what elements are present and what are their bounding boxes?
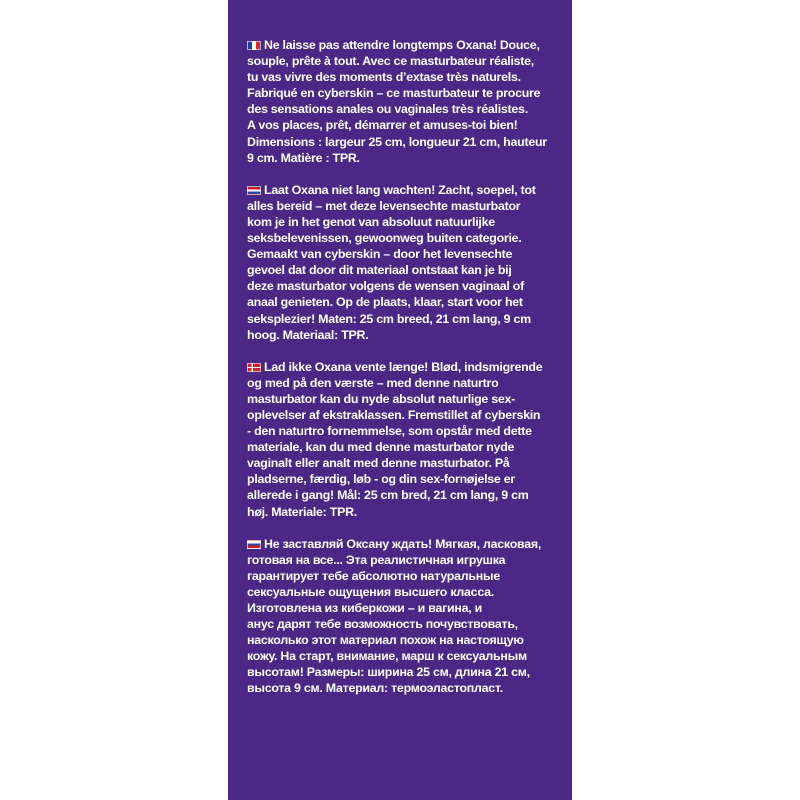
russia-flag-icon [247,540,261,549]
description-text-french [247,37,554,166]
description-block-danish [247,359,554,520]
description-block-french [247,37,554,166]
description-block-russian [247,536,554,697]
description-text-russian [247,536,554,697]
description-dutch: Laat Oxana niet lang wachten! Zacht, soepel, tot alles bereid – met deze levensechte masturbator kom je in het genot van absoluut natuurlijke seksbelevenissen, gewoonweg buiten categorie. Gemaakt van cyberskin – door het levensechte gevoel dat door dit materiaal ontstaat kan je bij deze masturbator volgens de wensen vaginaal of anaal genieten. Op de plaats, klaar, start voor het seksplezier! Maten: 25 cm breed, 21 cm lang, 9 cm hoog. Materiaal: TPR. [247,182,536,342]
netherlands-flag-icon [247,186,261,195]
description-panel [228,0,572,800]
description-danish: Lad ikke Oxana vente længe! Blød, indsmigrende og med på den værste – med denne naturtro masturbator kan du nyde absolut naturlige sex- oplevelser af ekstraklassen. Fremstillet af cyberskin - den naturtro fornemmelse, som opstår med dette materiale, kan du med denne masturbator nyde vaginalt eller analt med denne masturbator. På pladserne, færdig, løb - og din sex-fornøjelse er allerede i gang! Mål: 25 cm bred, 21 cm lang, 9 cm høj. Materiale: TPR. [247,359,543,519]
description-text-dutch [247,182,554,343]
description-french: Ne laisse pas attendre longtemps Oxana! Douce, souple, prête à tout. Avec ce masturbateur réaliste, tu vas vivre des moments d’extase très naturels. Fabriqué en cyberskin – ce masturbateur te procure des sensations anales ou vaginales très réalistes. A vos places, prêt, démarrer et amuses-toi bien! Dimensions : largeur 25 cm, longueur 21 cm, hauteur 9 cm. Matière : TPR. [247,38,547,165]
france-flag-icon [247,41,261,50]
description-russian: Не заставляй Оксану ждать! Мягкая, ласковая, готовая на все... Эта реалистичная игрушка гарантирует тебе абсолютно натуральные сексуальные ощущения высшего класса. Изготовлена из киберкожи – и вагина, и анус дарят тебе возможность почувствовать, насколько этот материал похож на настоящую кожу. На старт, внимание, марш к сексуальным высотам! Размеры: ширина 25 см, длина 21 см, высота 9 см. Материал: термоэластопласт. [247,536,542,696]
description-block-dutch [247,182,554,343]
denmark-flag-icon [247,363,261,372]
description-text-danish [247,359,554,520]
